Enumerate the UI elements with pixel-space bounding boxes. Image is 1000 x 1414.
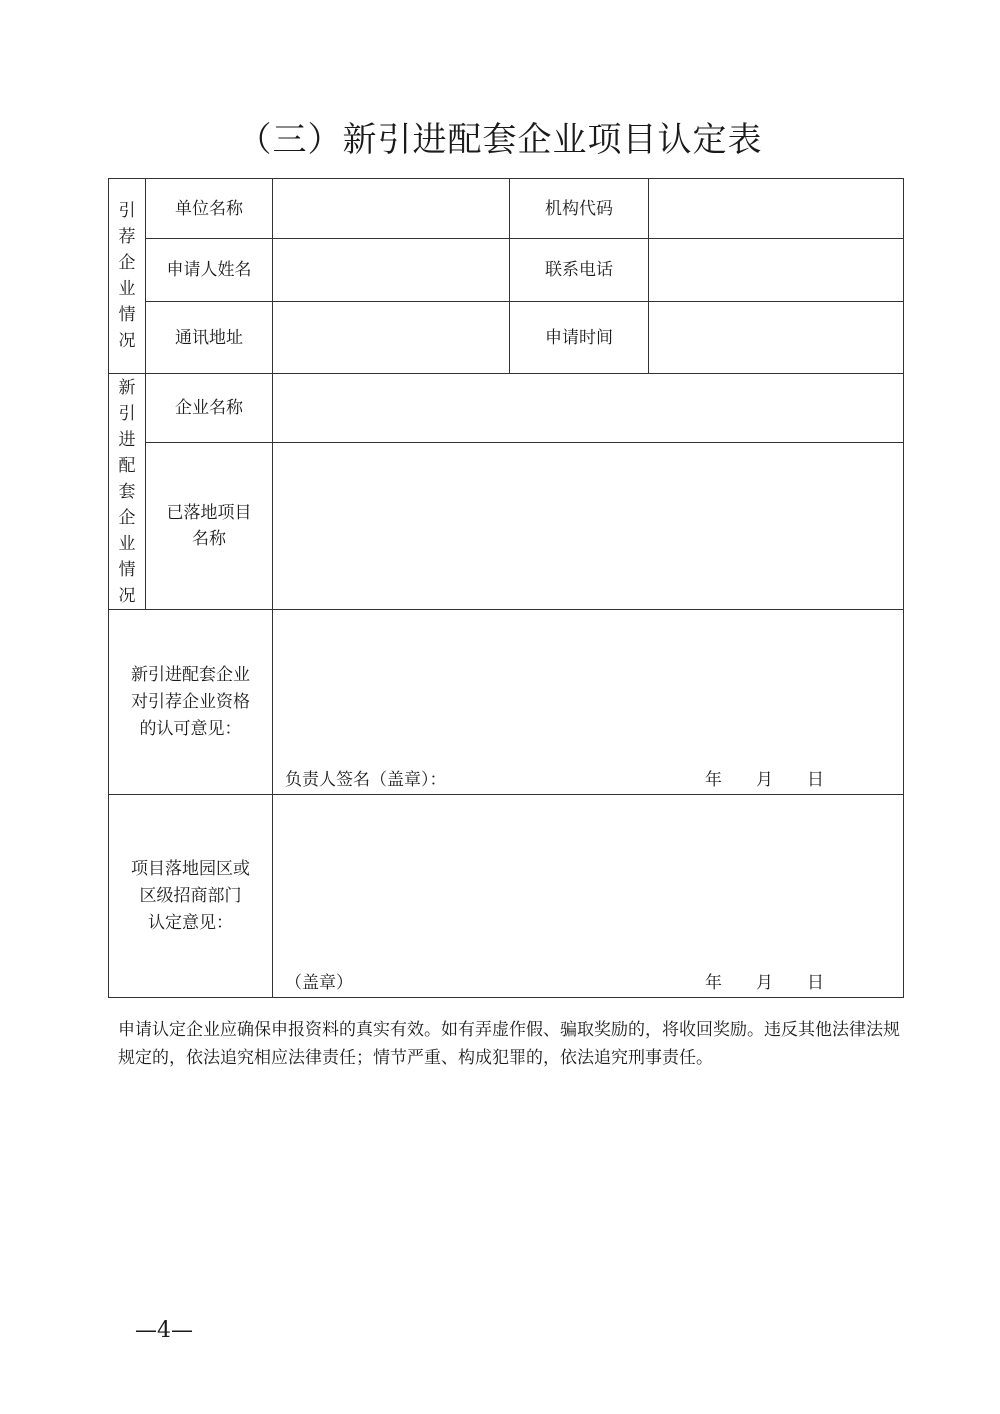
project-name-field[interactable] [273, 443, 904, 610]
page-title: （三）新引进配套企业项目认定表 [237, 120, 763, 160]
date-label: 年 月 日 [705, 973, 824, 993]
phone-field[interactable] [649, 239, 904, 302]
unit-name-field[interactable] [273, 179, 510, 239]
signature-label: 负责人签名（盖章）： [285, 770, 447, 790]
park-opinion-field[interactable] [273, 795, 904, 998]
phone-label: 联系电话 [510, 239, 649, 302]
section-label-new-company: 新 引 进 配 套 企 业 情 况 [109, 374, 146, 610]
org-code-field[interactable] [649, 179, 904, 239]
company-opinion-label: 新引进配套企业 对引荐企业资格 的认可意见： [109, 610, 273, 795]
company-name-label: 企业名称 [146, 374, 273, 443]
date-label: 年 月 日 [705, 770, 824, 790]
company-name-field[interactable] [273, 374, 904, 443]
apply-time-label: 申请时间 [510, 302, 649, 374]
section-label-referrer: 引 荐 企 业 情 况 [109, 179, 146, 374]
seal-label: （盖章） [285, 973, 353, 993]
project-name-label: 已落地项目 名称 [146, 443, 273, 610]
footnote: 申请认定企业应确保申报资料的真实有效。如有弄虚作假、骗取奖励的，将收回奖励。违反其他法律法规规定的，依法追究相应法律责任；情节严重、构成犯罪的，依法追究刑事责任。 [118, 1020, 900, 1068]
address-label: 通讯地址 [146, 302, 273, 374]
park-opinion-label: 项目落地园区或 区级招商部门 认定意见： [109, 795, 273, 998]
page-number: —4— [135, 1318, 193, 1343]
unit-name-label: 单位名称 [146, 179, 273, 239]
org-code-label: 机构代码 [510, 179, 649, 239]
applicant-name-label: 申请人姓名 [146, 239, 273, 302]
application-form-table [108, 178, 904, 998]
applicant-name-field[interactable] [273, 239, 510, 302]
company-opinion-field[interactable] [273, 610, 904, 795]
address-field[interactable] [273, 302, 510, 374]
apply-time-field[interactable] [649, 302, 904, 374]
